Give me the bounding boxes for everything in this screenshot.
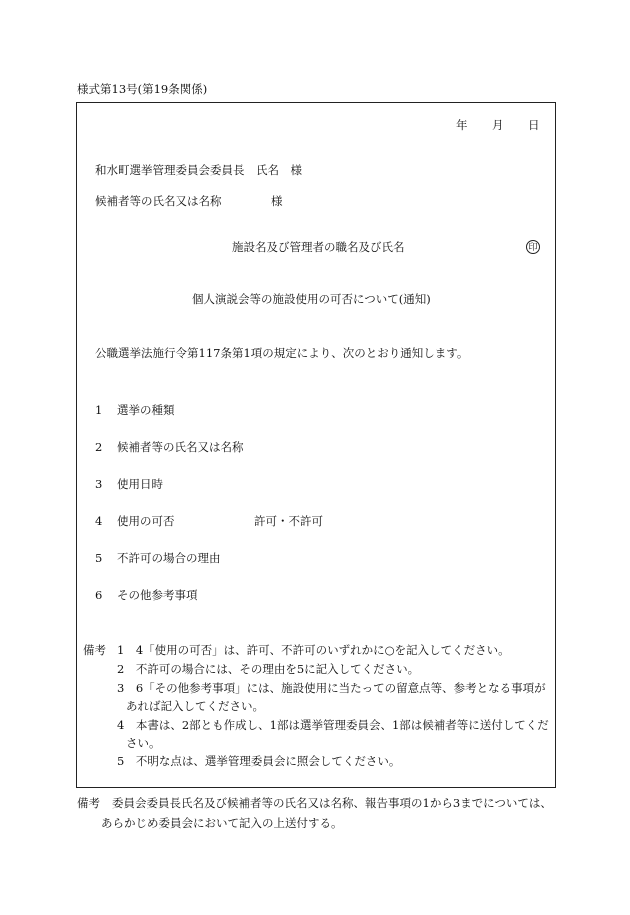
item-label: 使用の可否 bbox=[117, 514, 175, 528]
item-row bbox=[95, 553, 221, 565]
item-row bbox=[95, 479, 163, 491]
note-line: 1 4「使用の可否」は、許可、不許可のいずれかに○を記入してください。 bbox=[117, 643, 510, 657]
item-label: 使用日時 bbox=[117, 477, 163, 491]
item-number: 5 bbox=[95, 551, 103, 565]
facility-manager-line: 施設名及び管理者の職名及び氏名 bbox=[232, 240, 405, 254]
document-title: 個人演説会等の施設使用の可否について(通知) bbox=[192, 292, 431, 306]
notes-heading: 備考 bbox=[83, 643, 106, 657]
item-row bbox=[95, 442, 244, 454]
addressee-line: 和水町選挙管理委員会委員長 氏名 様 bbox=[95, 163, 302, 177]
note-line-continuation: さい。 bbox=[126, 736, 161, 750]
note-line-continuation: あれば記入してください。 bbox=[126, 699, 264, 713]
note-line: 4 本書は、2部とも作成し、1部は選挙管理委員会、1部は候補者等に送付してくだ bbox=[117, 718, 549, 732]
item-row bbox=[95, 516, 175, 528]
item-number: 3 bbox=[95, 477, 103, 491]
item-number: 4 bbox=[95, 514, 103, 528]
date-day-label: 日 bbox=[528, 118, 540, 132]
intro-statement: 公職選挙法施行令第117条第1項の規定により、次のとおり通知します。 bbox=[95, 346, 469, 360]
permit-options: 許可・不許可 bbox=[254, 514, 323, 528]
item-number: 2 bbox=[95, 440, 103, 454]
item-row bbox=[95, 405, 175, 417]
footer-note-line: あらかじめ委員会において記入の上送付する。 bbox=[101, 816, 343, 830]
item-row bbox=[95, 590, 198, 602]
date-month-label: 月 bbox=[492, 118, 504, 132]
item-number: 1 bbox=[95, 403, 103, 417]
item-label: その他参考事項 bbox=[117, 588, 198, 602]
item-number: 6 bbox=[95, 588, 103, 602]
footer-note-heading: 備考 bbox=[77, 796, 100, 810]
note-line: 5 不明な点は、選挙管理委員会に照会してください。 bbox=[117, 754, 401, 768]
candidate-name-label: 候補者等の氏名又は名称 bbox=[95, 194, 222, 208]
form-number-label: 様式第13号(第19条関係) bbox=[77, 82, 208, 96]
seal-mark: 印 bbox=[526, 240, 540, 254]
date-year-label: 年 bbox=[456, 118, 468, 132]
note-line: 3 6「その他参考事項」には、施設使用に当たっての留意点等、参考となる事項が bbox=[117, 681, 546, 695]
note-line: 2 不許可の場合には、その理由を5に記入してください。 bbox=[117, 662, 420, 676]
item-label: 候補者等の氏名又は名称 bbox=[117, 440, 244, 454]
footer-note-line: 委員会委員長氏名及び候補者等の氏名又は名称、報告事項の1から3までについては、 bbox=[112, 796, 552, 810]
item-label: 不許可の場合の理由 bbox=[117, 551, 221, 565]
candidate-honorific: 様 bbox=[271, 194, 283, 208]
item-label: 選挙の種類 bbox=[117, 403, 175, 417]
